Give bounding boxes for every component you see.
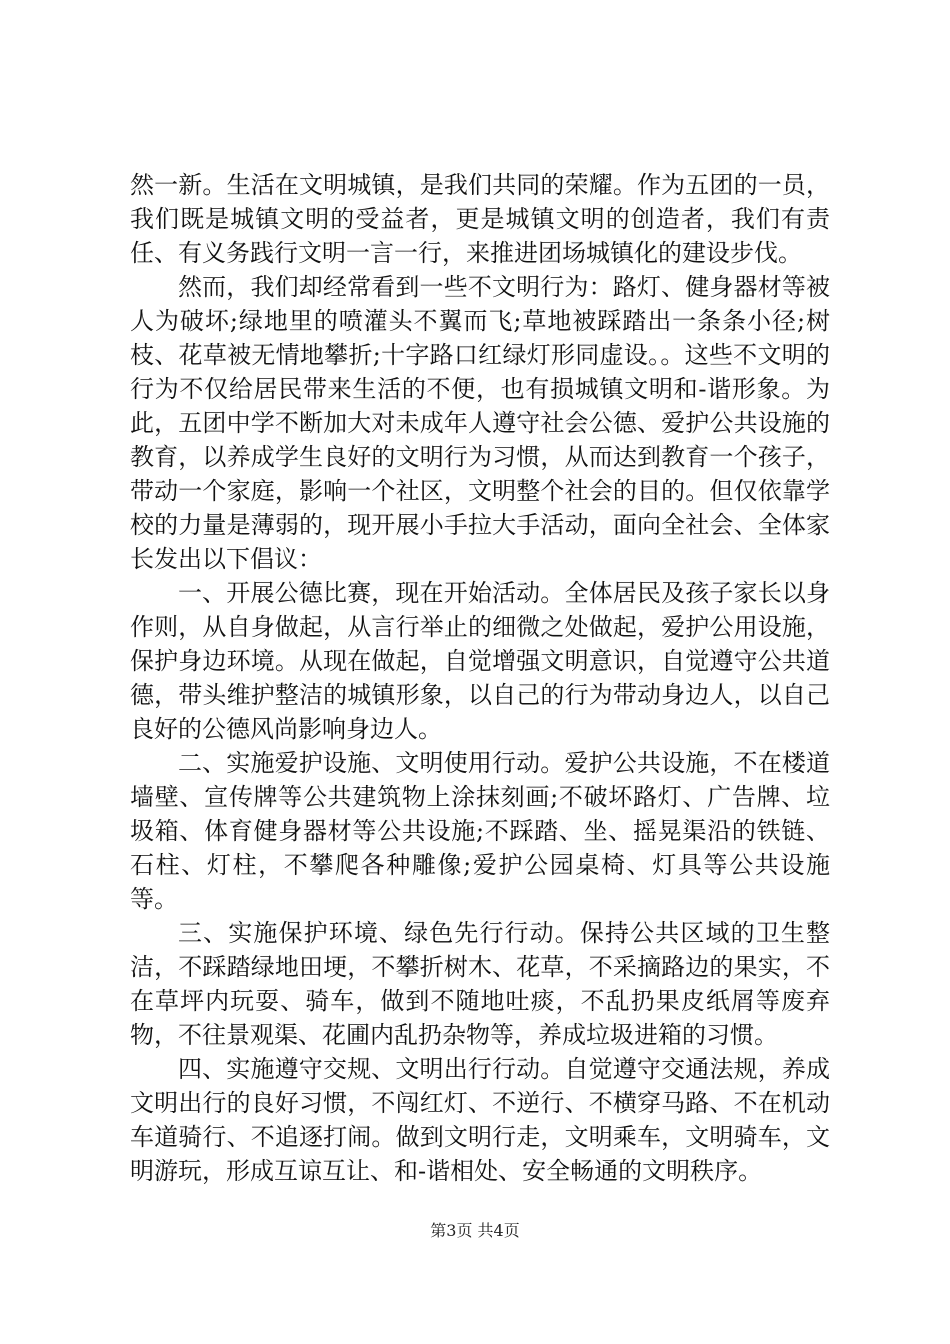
paragraph-continuation: 然一新。生活在文明城镇，是我们共同的荣耀。作为五团的一员，我们既是城镇文明的受益者，更是城镇文明的创造者，我们有责任、有义务践行文明一言一行，来推进团场城镇化的建设步伐。: [130, 171, 830, 267]
paragraph-proposal-3: 三、实施保护环境、绿色先行行动。保持公共区域的卫生整洁，不踩踏绿地田埂，不攀折树木、花草，不采摘路边的果实，不在草坪内玩耍、骑车，做到不随地吐痰，不乱扔果皮纸屑等废弃物，不往景观渠、花圃内乱扔杂物等，养成垃圾进箱的习惯。: [130, 919, 830, 1049]
paragraph-proposal-2: 二、实施爱护设施、文明使用行动。爱护公共设施，不在楼道墙壁、宣传牌等公共建筑物上涂抹刻画;不破坏路灯、广告牌、垃圾箱、体育健身器材等公共设施;不踩踏、坐、摇晃渠沿的铁链、石柱、灯柱，不攀爬各种雕像;爱护公园桌椅、灯具等公共设施等。: [130, 749, 830, 913]
document-body: [130, 168, 830, 1188]
paragraph-proposal-4: 四、实施遵守交规、文明出行行动。自觉遵守交通法规，养成文明出行的良好习惯，不闯红灯、不逆行、不横穿马路、不在机动车道骑行、不追逐打闹。做到文明行走，文明乘车，文明骑车，文明游玩，形成互谅互让、和-谐相处、安全畅通的文明秩序。: [130, 1055, 830, 1185]
page-number-footer: 第3页 共4页: [430, 1221, 520, 1240]
paragraph-proposal-1: 一、开展公德比赛，现在开始活动。全体居民及孩子家长以身作则，从自身做起，从言行举止的细微之处做起，爱护公用设施，保护身边环境。从现在做起，自觉增强文明意识，自觉遵守公共道德，带头维护整洁的城镇形象，以自己的行为带动身边人，以自己良好的公德风尚影响身边人。: [130, 579, 830, 743]
paragraph-uncivil-behaviors: 然而，我们却经常看到一些不文明行为：路灯、健身器材等被人为破坏;绿地里的喷灌头不翼而飞;草地被踩踏出一条条小径;树枝、花草被无情地攀折;十字路口红绿灯形同虚设。。这些不文明的行为不仅给居民带来生活的不便，也有损城镇文明和-谐形象。为此，五团中学不断加大对未成年人遵守社会公德、爱护公共设施的教育，以养成学生良好的文明行为习惯，从而达到教育一个孩子，带动一个家庭，影响一个社区，文明整个社会的目的。但仅依靠学校的力量是薄弱的，现开展小手拉大手活动，面向全社会、全体家长发出以下倡议：: [130, 273, 830, 573]
